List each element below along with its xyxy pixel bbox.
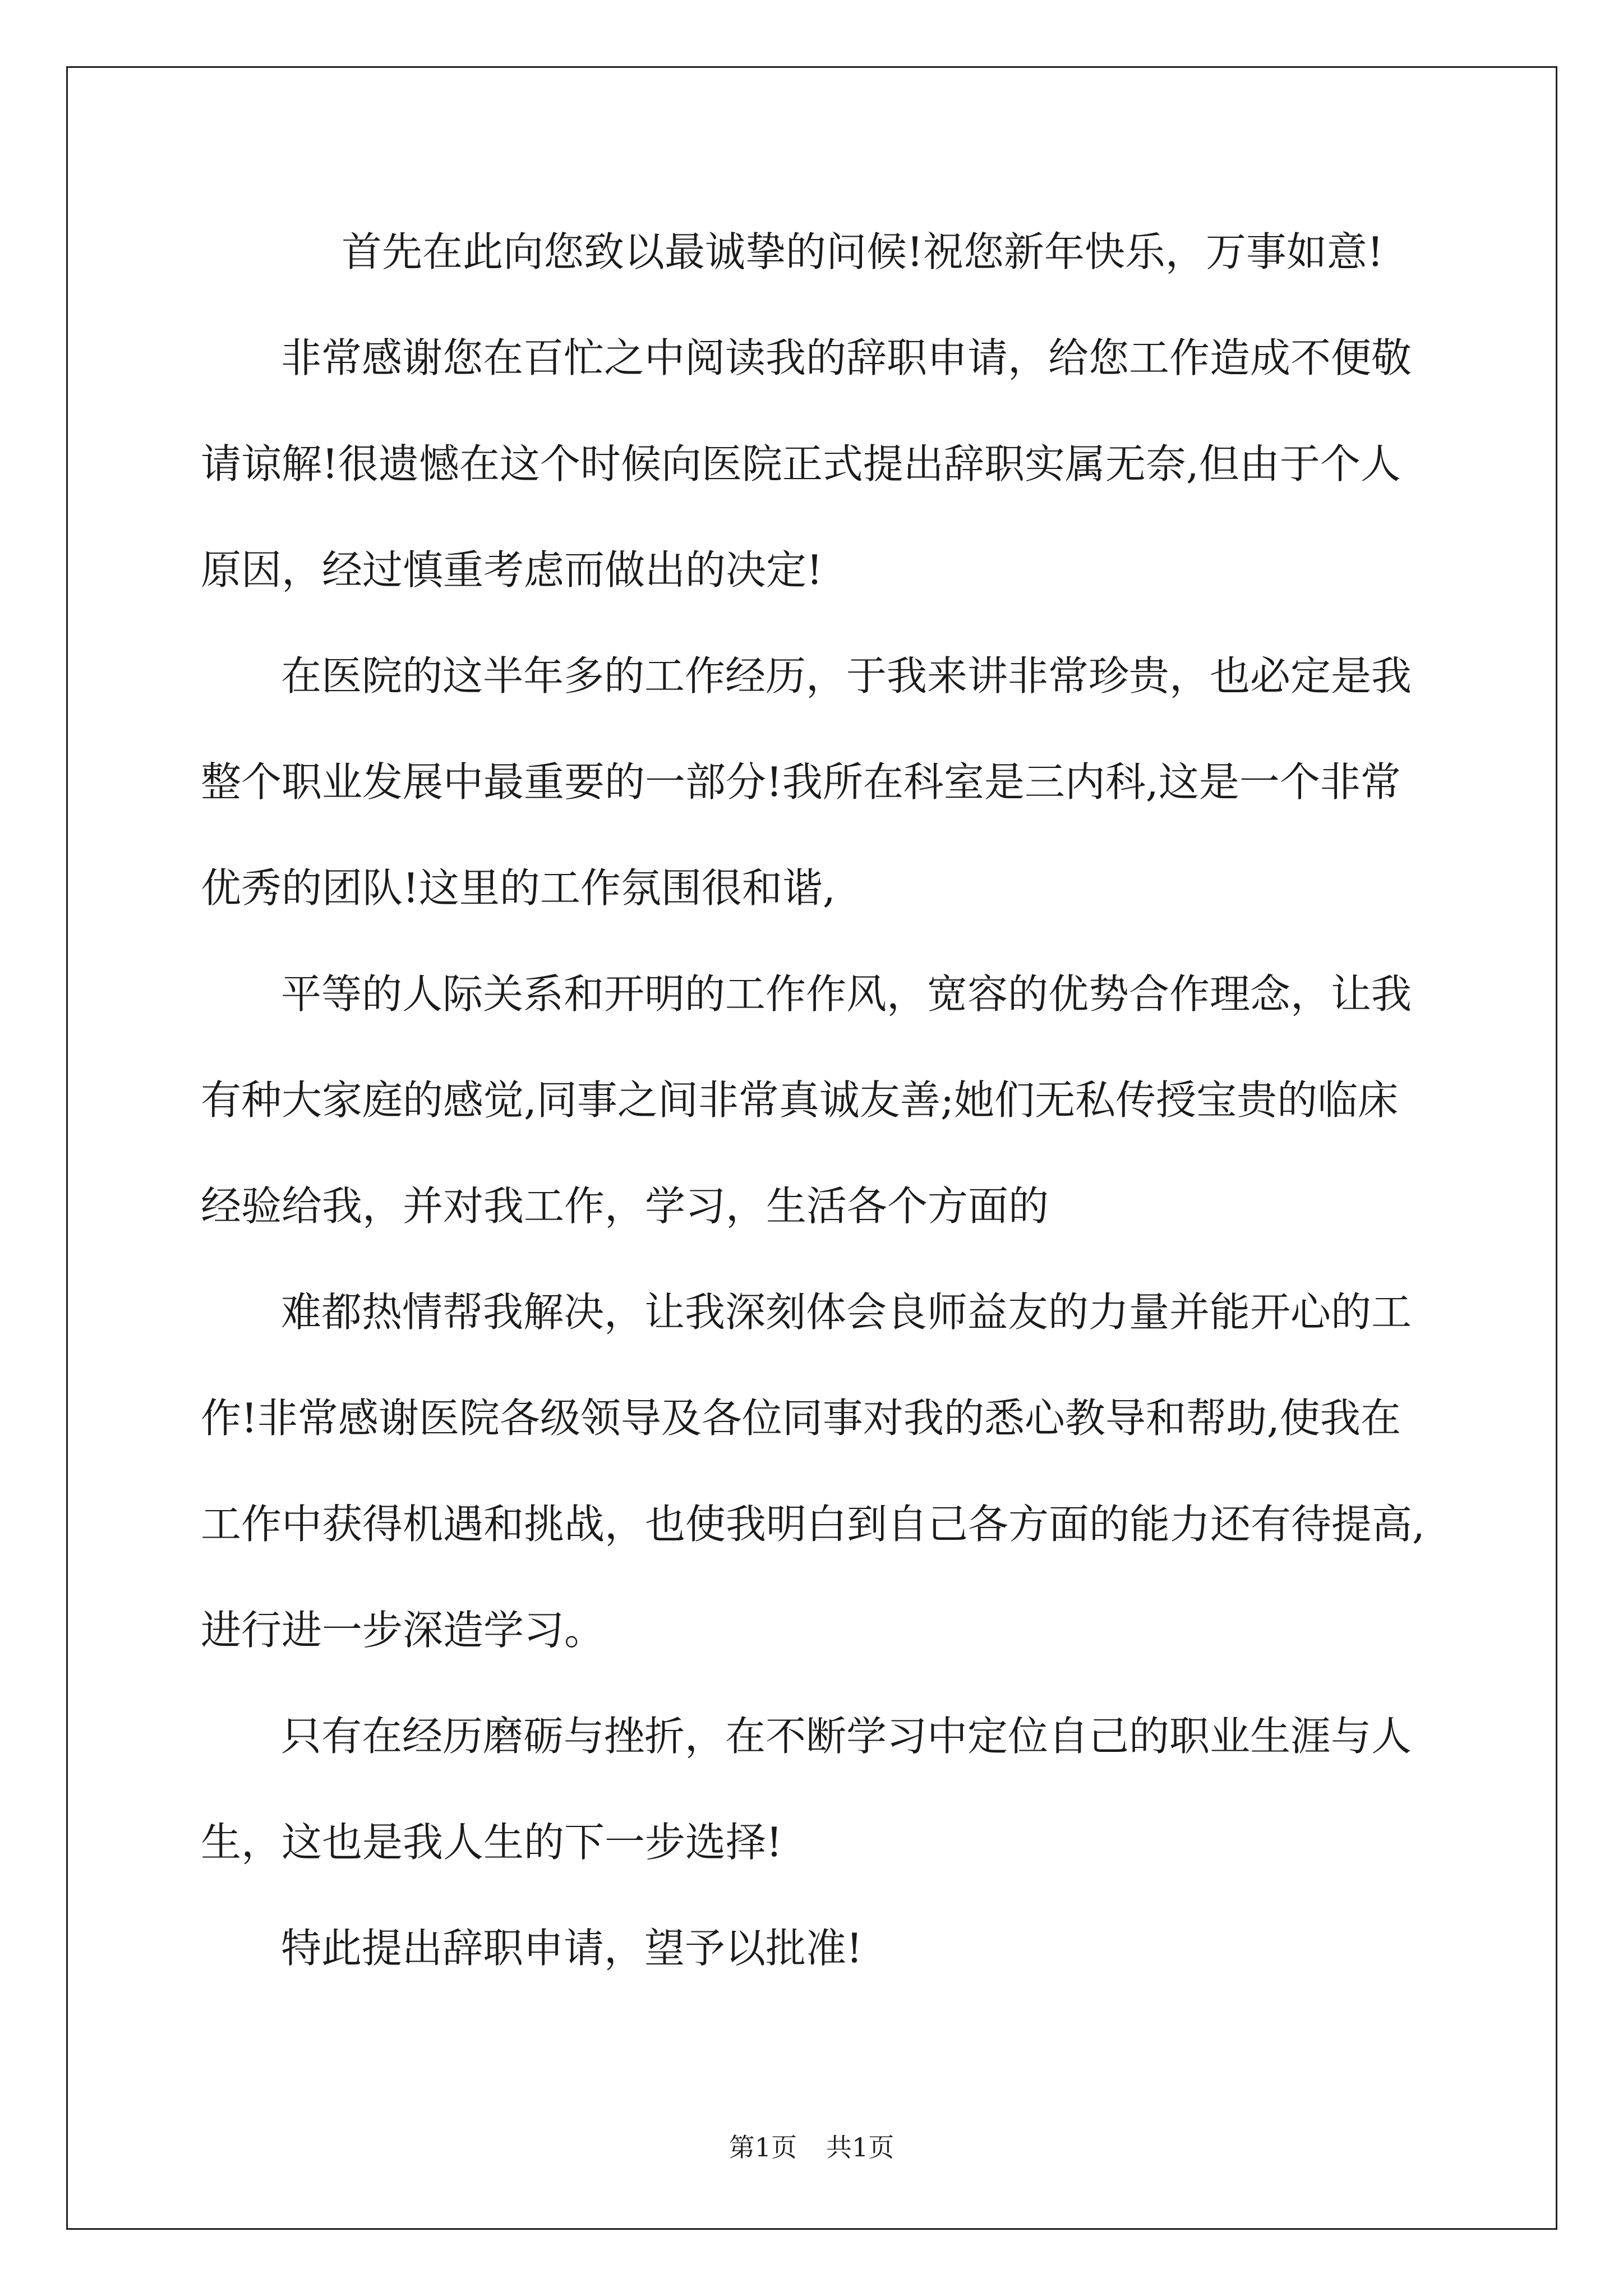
text-line: 生，这也是我人生的下一步选择! [201,1819,782,1866]
text-line: 工作中获得机遇和挑战，也使我明白到自己各方面的能力还有待提高, [201,1501,1425,1548]
text-line: 整个职业发展中最重要的一部分!我所在科室是三内科,这是一个非常 [201,758,1401,806]
text-line: 在医院的这半年多的工作经历，于我来讲非常珍贵，也必定是我 [281,652,1412,700]
text-line: 非常感谢您在百忙之中阅读我的辞职申请，给您工作造成不便敬 [281,334,1412,381]
paragraph-greeting: 首先在此向您致以最诚挚的问候!祝您新年快乐，万事如意! [342,228,1384,275]
page-footer [0,2132,1623,2163]
text-line: 原因，经过慎重考虑而做出的决定! [201,546,823,593]
text-line: 请谅解!很遗憾在这个时候向医院正式提出辞职实属无奈,但由于个人 [201,440,1401,487]
letter-body [201,199,1491,2001]
text-line: 只有在经历磨砺与挫折，在不断学习中定位自己的职业生涯与人 [281,1713,1412,1760]
text-line: 进行进一步深造学习。 [201,1607,605,1654]
page-number: 第1页 [728,2132,797,2162]
page-total: 共1页 [826,2132,895,2162]
text-line: 难都热情帮我解决，让我深刻体会良师益友的力量并能开心的工 [281,1289,1412,1336]
text-line: 平等的人际关系和开明的工作作风，宽容的优势合作理念，让我 [281,970,1412,1018]
text-line: 作!非常感谢医院各级领导及各位同事对我的悉心教导和帮助,使我在 [201,1395,1401,1442]
text-line: 有种大家庭的感觉,同事之间非常真诚友善;她们无私传授宝贵的临床 [201,1076,1399,1124]
text-line: 优秀的团队!这里的工作氛围很和谐, [201,864,836,912]
paragraph-closing: 特此提出辞职申请，望予以批准! [281,1925,863,1972]
text-line: 经验给我，并对我工作，学习，生活各个方面的 [201,1182,1049,1230]
